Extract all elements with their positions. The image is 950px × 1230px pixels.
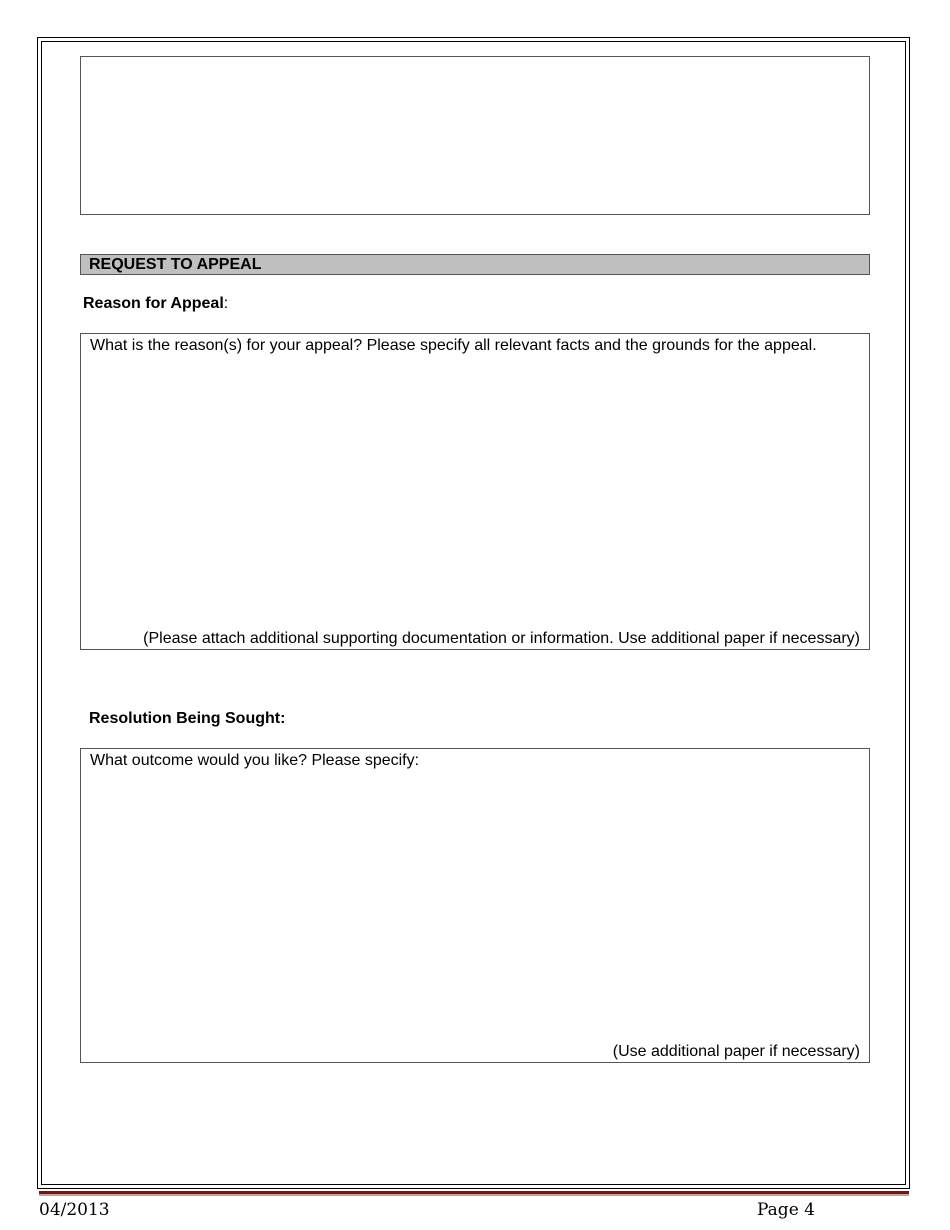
resolution-note: (Use additional paper if necessary) [612, 1043, 860, 1060]
resolution-text-box[interactable] [80, 748, 870, 1063]
footer-page-number: Page 4 [757, 1200, 815, 1220]
resolution-prompt: What outcome would you like? Please specify: [90, 752, 420, 769]
reason-label-text: Reason for Appeal [83, 295, 224, 312]
reason-text-box[interactable] [80, 333, 870, 650]
footer-date: 04/2013 [39, 1200, 110, 1220]
section-header: REQUEST TO APPEAL [80, 254, 870, 275]
blank-text-box[interactable] [80, 56, 870, 215]
reason-note: (Please attach additional supporting documentation or information. Use additional paper if necessary) [143, 630, 860, 647]
reason-label-colon: : [223, 295, 229, 312]
footer-rule-shadow [39, 1194, 909, 1196]
reason-prompt: What is the reason(s) for your appeal? Please specify all relevant facts and the grounds for the appeal. [90, 337, 817, 354]
resolution-label: Resolution Being Sought: [89, 710, 286, 727]
reason-label [83, 295, 228, 313]
